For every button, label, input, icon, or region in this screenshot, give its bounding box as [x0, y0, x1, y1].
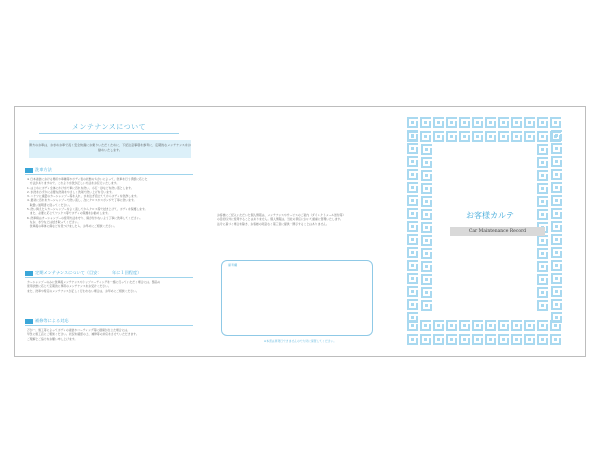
repair-body: 万が一、施工等によってボディの塗装やコーティング等に損傷が生じた場合には、 早急に施工店にご相談ください。状況を確認の上、補修等の対応をさせていただきます。 ご理解とご協力をお願い申し上げます。 — [27, 328, 139, 341]
section-rule — [25, 277, 193, 278]
heading-bar — [25, 168, 33, 173]
cover-title: お客様カルテ — [466, 211, 514, 220]
privacy-text: お客様にご記入いただいた個人情報は、メンテナンスやサービスのご案内（ダイレクトメール送付等） の目的以外に使用することはありません。個人情報は、当社の責任において厳重に管理いたします。 法令に基づく場合を除き、お客様の同意なく第三者に提供・開示することはありません。 — [217, 213, 346, 226]
title-rule — [39, 133, 179, 134]
periodic-body: カーシャンプーのみに洗車後メンテナンスやトップコーティングを一緒に行っていただく場合には、製品の 使用状態に応じて定期的に専用のメンテナンスをお受けください。 また、洗車や特定のメンテナンスが正しく行われない場合は、お早めにご相談ください。 — [27, 280, 161, 293]
heading-bar — [25, 319, 33, 324]
panel-title: メンテナンスについて — [71, 123, 147, 131]
memo-note: ※本書は再発行できませんので大切に保管してください。 — [263, 339, 337, 343]
brochure-sheet — [14, 106, 586, 357]
record-band: Car Maintenance Record — [450, 227, 545, 236]
section-heading-periodic: 定期メンテナンスについて（目安： 年に１回程度） — [25, 270, 141, 276]
section-heading-wash: 洗車方法 — [25, 167, 52, 173]
privacy-panel — [205, 107, 395, 356]
section-heading-repair: 補修等による対応 — [25, 318, 69, 324]
memo-label: 備考欄 — [228, 263, 238, 267]
maintenance-panel — [15, 107, 203, 356]
memo-box[interactable] — [221, 260, 373, 336]
cover-panel — [395, 107, 585, 356]
wash-body: ※ 日本塗装における場所や車種等やボディ表の状態のちがいによって、洗車を行う季節に応じた 方法がありますので、これより水洗が正しい方法をお伝えいたします。 1. はじめにボディ全体にかけ水で車に汚れを洗い、小石・砂などを洗い落とします。 2. 水洗をわずかに必要な洗剤をやさしく洗剤で洗い上げを行います。 3. バケツに適量のカーシャンプー等を入れ、水を注ぎ泡立ててからボディを洗浄します。 4. 最初に汚れをカーシャンプーで洗い流し、次にクロスやスポンジで丁寧に洗います。 取扱い説明書に従ってください。 5. 洗い終えたらカーシャンプーをよく流してからクロス等で拭き上げて、ボディを保護します。 また、必要に応じてワックス等でボディの保護をお勧めします。 6. 洗車時はカーシャンプーの使用方法を守り、傷が付かないよう丁寧に洗車してください。 なお、水分などは拭き取ってください。 洗車後の車体に傷などを見つけましたら、お早めにご相談ください。 — [27, 177, 148, 229]
section-rule — [25, 174, 193, 175]
section-rule — [25, 325, 193, 326]
intro-box: 貴方のお車は、お求めお車で長く安全快適にお乗りいただくために、下記注意事項を参考に、定期的なメンテナンスをお勧めいたします。 — [29, 140, 191, 158]
heading-bar — [25, 271, 33, 276]
